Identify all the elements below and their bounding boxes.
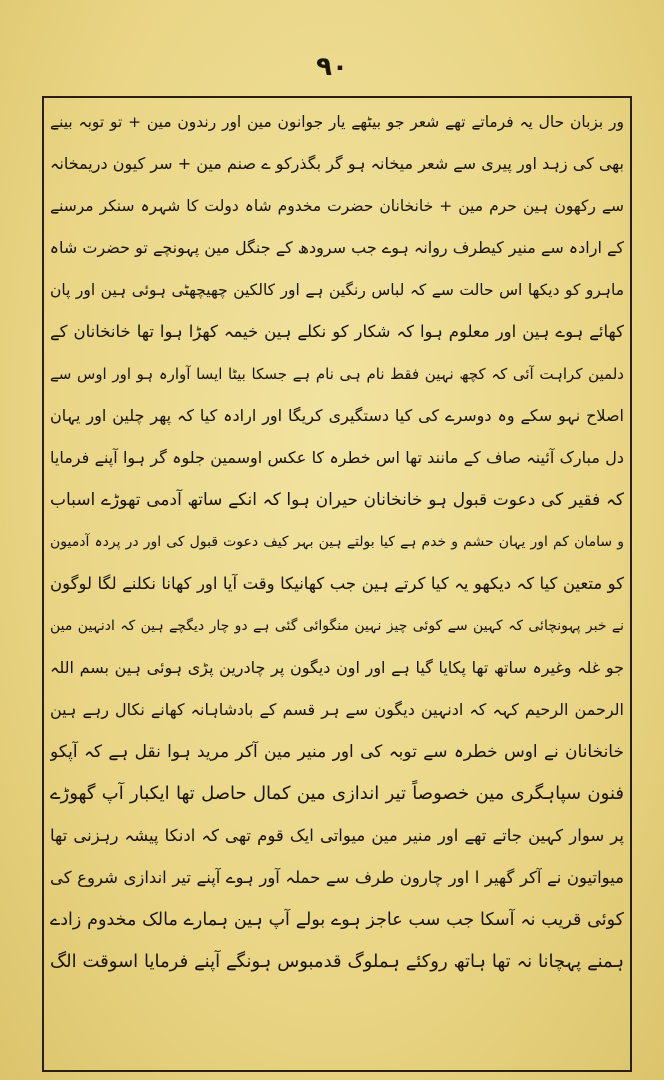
text-line: میواتیون نے آکر گھیر ا اور چارون طرف سے حملہ آور ہوے آپنے تیر اندازی شروع کی [50, 868, 624, 887]
text-line: اصلاح نہو سکے وہ دوسرے کی کیا دستگیری کریگا اور ارادہ کیا کہ پھر چلین اور یہان [50, 406, 624, 425]
text-line: پر سوار کہین جاتے تھے اور منیر مین میواتی ایک قوم تھی کہ ادنکا پیشہ رہزنی تھا [50, 826, 624, 845]
text-line: کھائے ہوے ہین اور معلوم ہوا کہ شکار کو نکلے ہین خیمہ کھڑا ہوا تھا خانخانان کے [50, 322, 624, 341]
text-line: دل مبارک آئینہ صاف کے مانند تھا اس خطرہ کا عکس اوسمین جلوہ گر ہوا آپنے فرمایا [50, 448, 624, 467]
text-line: کو متعین کیا کہ دیکھو یہ کیا کرتے ہین جب کھانیکا وقت آیا اور کھانا نکلنے لگا لوگون [50, 574, 624, 593]
text-line: کہ فقیر کی دعوت قبول ہو خانخانان حیران ہوا کہ انکے ساتھ آدمی تھوڑے اسباب [50, 490, 624, 510]
text-line: کوئی قریب نہ آسکا جب سب عاجز ہوے بولے آپ ہین ہمارے مالک مخدوم زادے [50, 910, 624, 930]
text-line: بھی کی زہد اور پیری سے شعر میخانہ ہو گر بگذرکو ے صنم مین + سر کیون دریمخانہ [50, 154, 624, 173]
text-line: جو غلہ وغیرہ ساتھ تھا پکایا گیا ہے اور اون دیگون پر چادرین پڑی ہوئی ہین بسم اللہ [50, 658, 624, 677]
urdu-text-block [50, 98, 624, 1070]
text-line: و سامان کم اور یہان حشم و خدم ہے کیا بولتے ہین بہر کیف دعوت قبول کی اور در پردہ آدمیون [50, 534, 624, 550]
text-line: ماہرو کو دیکھا اس حالت سے کہ لباس رنگین ہے اور کالکین چھیچھٹی ہوئی ہین اور پان [50, 281, 624, 299]
text-line: کے ارادہ سے منیر کیطرف روانہ ہوے جب سرودھ کے جنگل مین پہونچے تو حضرت شاہ [50, 238, 624, 257]
text-line: فنون سپاہگری مین خصوصاً تیر اندازی مین کمال حاصل تھا ایکبار آپ گھوڑے [50, 783, 624, 804]
text-line: خانخانان نے اوس خطرہ سے توبہ کی اور منیر مین آکر مرید ہوا نقل ہے کہ آپکو [50, 742, 624, 762]
text-line: ور بزبان حال یہ فرماتے تھے شعر جو بیٹھے یار جوانون مین اور رندون مین + تو توبہ بینے [50, 113, 624, 131]
text-line: الرحمن الرحیم کہہ کہ ادنہین دیگون سے ہر قسم کے بادشاہانہ کھانے نکال رہے ہین [50, 700, 624, 719]
text-line: ہمنے پہچانا نہ تھا ہاتھ روکئے ہملوگ قدمبوس ہونگے آپنے فرمایا اسوقت الگ [50, 951, 624, 972]
text-line: سے رکھون ہین حرم مین + خانخانان حضرت مخدوم شاہ دولت کا شہرہ سنکر مرسنے [50, 197, 624, 215]
page-number: ۹۰ [316, 52, 348, 82]
text-line: دلمین کراہت آئی کہ کچھ نہین فقط نام ہی نام ہے جسکا بیٹا ایسا آوارہ ہو اور اوس سے [50, 365, 624, 383]
text-frame [42, 96, 632, 1072]
text-line: نے خبر پہونچائی کہ کہین سے کوئی چیز نہین منگوائی گئی ہے دو چار دیگچے ہین کہ ادنہین مین [50, 618, 624, 634]
